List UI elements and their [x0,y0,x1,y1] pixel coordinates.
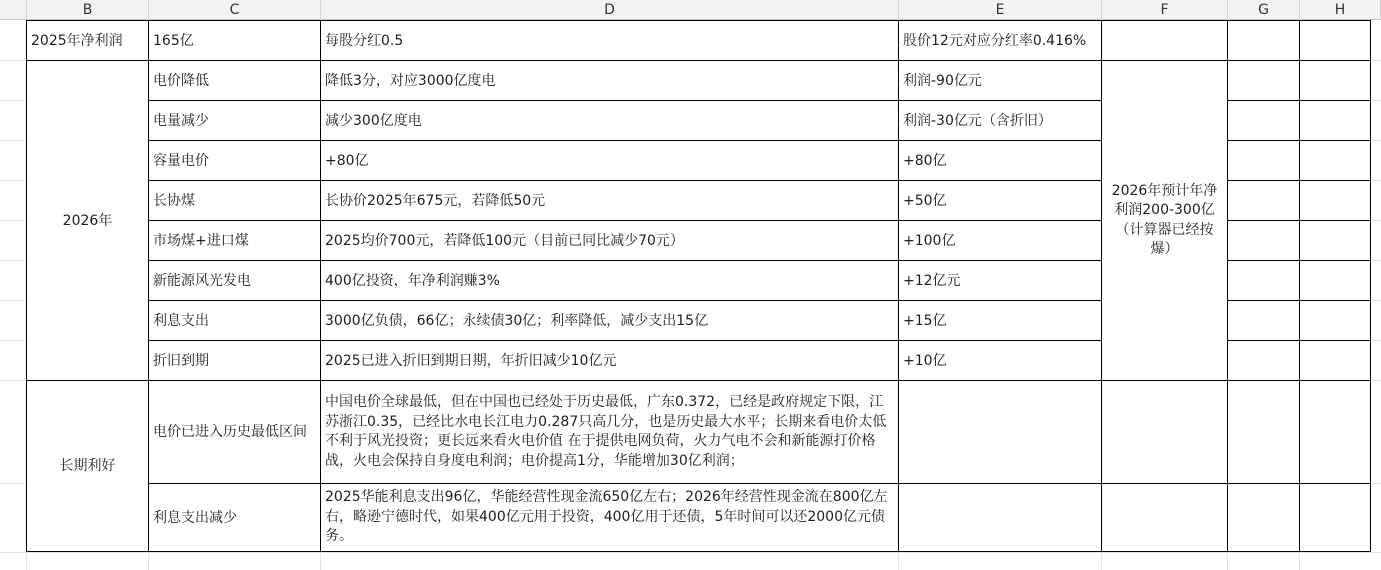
cell-e-capacity-price[interactable]: +80亿 [898,140,1102,181]
cell-d-dividend[interactable]: 每股分红0.5 [320,20,899,61]
cell-h[interactable] [1299,140,1371,181]
column-header-f[interactable]: F [1102,0,1228,20]
cell-c-renewables[interactable]: 新能源风光发电 [148,260,321,301]
cell-e-interest-reduction[interactable] [898,483,1102,552]
cell-b-2026-group[interactable]: 2026年 [26,60,149,381]
cell-d-depreciation[interactable]: 2025已进入折旧到期日期，年折旧减少10亿元 [320,340,899,381]
column-header-a[interactable] [0,0,27,20]
cell-e-contract-coal[interactable]: +50亿 [898,180,1102,221]
cell-c-net-profit-2025[interactable]: 165亿 [148,20,321,61]
cell-g[interactable] [1227,220,1300,261]
cell-c-market-coal[interactable]: 市场煤+进口煤 [148,220,321,261]
cell-g[interactable] [1227,380,1300,484]
cell-f-1[interactable] [1101,20,1228,61]
cell-d-price-floor[interactable]: 中国电价全球最低，但在中国也已经处于历史最低，广东0.372，已经是政府规定下限，江苏浙江0.35，已经比水电长江电力0.287只高几分，也是历史最大水平；长期来看电价太低不利于风光投资；更长远来看火电价值 在于提供电网负荷，火力气电不会和新能源打价格战，火电会保持自身度电利润；电价提高1分，华能增加30亿利润； [320,380,899,484]
cell-h-1[interactable] [1299,20,1371,61]
cell-e-price-cut[interactable]: 利润-90亿元 [898,60,1102,101]
cell-e-depreciation[interactable]: +10亿 [898,340,1102,381]
cell-c-interest[interactable]: 利息支出 [148,300,321,341]
cell-h[interactable] [1299,60,1371,101]
cell-g[interactable] [1227,180,1300,221]
cell-h[interactable] [1299,340,1371,381]
cell-h[interactable] [1299,100,1371,141]
cell-c-depreciation[interactable]: 折旧到期 [148,340,321,381]
cell-e-market-coal[interactable]: +100亿 [898,220,1102,261]
cell-f-2026-summary[interactable]: 2026年预计年净利润200-300亿（计算器已经按爆） [1101,60,1228,381]
cell-e-volume-down[interactable]: 利润-30亿元（含折旧） [898,100,1102,141]
cell-e-price-floor[interactable] [898,380,1102,484]
cell-d-capacity-price[interactable]: +80亿 [320,140,899,181]
cell-e-interest[interactable]: +15亿 [898,300,1102,341]
cell-g[interactable] [1227,260,1300,301]
cell-e-dividend-yield[interactable]: 股价12元对应分红率0.416% [898,20,1102,61]
cell-f-price-floor[interactable] [1101,380,1228,484]
cell-d-market-coal[interactable]: 2025均价700元，若降低100元（目前已同比减少70元） [320,220,899,261]
cell-c-price-cut[interactable]: 电价降低 [148,60,321,101]
cell-d-contract-coal[interactable]: 长协价2025年675元，若降低50元 [320,180,899,221]
cell-c-contract-coal[interactable]: 长协煤 [148,180,321,221]
column-header-c[interactable]: C [149,0,321,20]
cell-h[interactable] [1299,180,1371,221]
cell-d-renewables[interactable]: 400亿投资，年净利润赚3% [320,260,899,301]
cell-b-net-profit-2025[interactable]: 2025年净利润 [26,20,149,61]
cell-d-interest-reduction[interactable]: 2025华能利息支出96亿，华能经营性现金流650亿左右；2026年经营性现金流在800亿左右，略逊宁德时代，如果400亿元用于投资，400亿用于还债，5年时间可以还2000亿元债务。 [320,483,899,552]
cell-g[interactable] [1227,300,1300,341]
cell-d-volume-down[interactable]: 减少300亿度电 [320,100,899,141]
cell-h[interactable] [1299,260,1371,301]
cell-c-interest-reduction[interactable]: 利息支出减少 [148,483,321,552]
cell-c-price-floor[interactable]: 电价已进入历史最低区间 [148,380,321,484]
cell-g-1[interactable] [1227,20,1300,61]
cell-g[interactable] [1227,140,1300,181]
cell-f-interest-reduction[interactable] [1101,483,1228,552]
cell-b-long-term-group[interactable]: 长期利好 [26,380,149,552]
cell-c-volume-down[interactable]: 电量减少 [148,100,321,141]
cell-g[interactable] [1227,340,1300,381]
cell-e-renewables[interactable]: +12亿元 [898,260,1102,301]
cell-g[interactable] [1227,60,1300,101]
cell-h[interactable] [1299,380,1371,484]
cell-d-price-cut[interactable]: 降低3分，对应3000亿度电 [320,60,899,101]
cell-h[interactable] [1299,300,1371,341]
column-header-g[interactable]: G [1228,0,1300,20]
cell-h[interactable] [1299,220,1371,261]
cell-g[interactable] [1227,483,1300,552]
column-header-e[interactable]: E [899,0,1102,20]
column-header-h[interactable]: H [1300,0,1381,20]
cell-d-interest[interactable]: 3000亿负债，66亿；永续债30亿；利率降低，减少支出15亿 [320,300,899,341]
column-header-b[interactable]: B [27,0,149,20]
gridline [0,552,1381,553]
cell-h[interactable] [1299,483,1371,552]
cell-c-capacity-price[interactable]: 容量电价 [148,140,321,181]
cell-g[interactable] [1227,100,1300,141]
column-header-d[interactable]: D [321,0,899,20]
